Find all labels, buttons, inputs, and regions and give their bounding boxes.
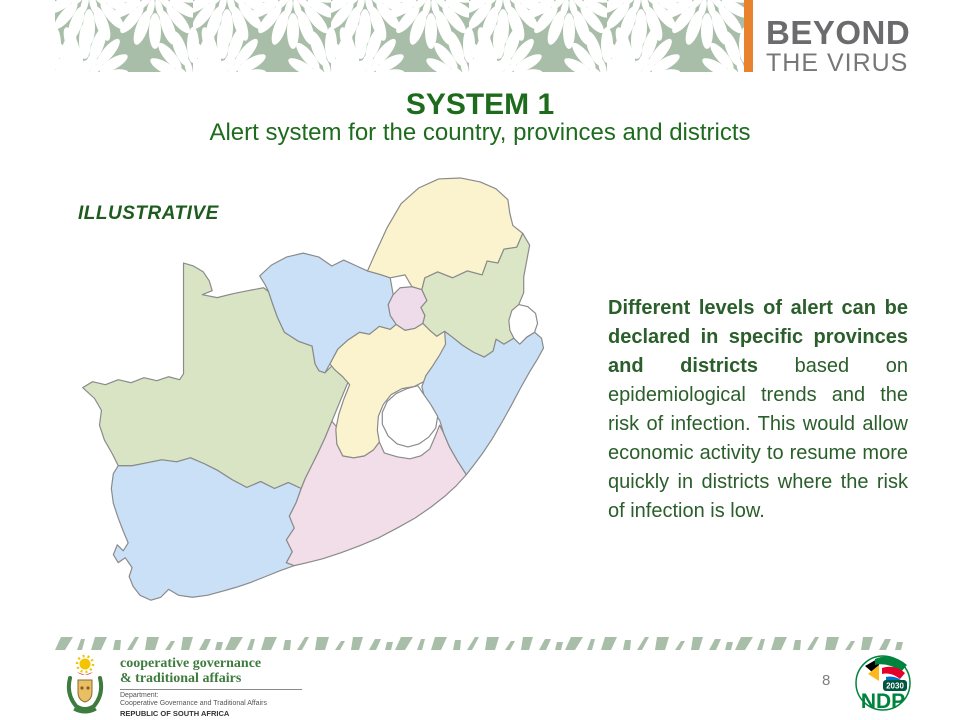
illustrative-label: ILLUSTRATIVE	[78, 203, 219, 224]
body-paragraph-bold: Different levels of alert can be declared in specific provinces and districts	[608, 297, 908, 377]
decorative-dash-strip	[55, 637, 905, 650]
beyond-the-virus-logo	[766, 16, 946, 76]
ndp-2030-logo	[852, 650, 914, 714]
body-paragraph	[608, 294, 908, 526]
brand-line1: BEYOND	[766, 14, 911, 51]
south-africa-provinces-map	[70, 176, 570, 621]
body-paragraph-regular: based on epidemiological trends and the risk of infection. This would allow economic activity to resume more quickly in districts where the risk of infection is low.	[608, 355, 908, 522]
decorative-leaf-pattern-banner	[55, 0, 745, 72]
page-number: 8	[822, 672, 831, 689]
slide-title: SYSTEM 1	[405, 88, 555, 121]
cogta-dept-label: Department:	[120, 692, 159, 699]
slide-subtitle: Alert system for the country, provinces and districts	[209, 119, 751, 146]
cogta-dept-name: Cooperative Governance and Traditional Affairs	[120, 700, 267, 707]
cogta-divider	[120, 689, 302, 690]
sa-coat-of-arms-icon	[58, 654, 112, 714]
ndp-year-label: 2030	[886, 681, 904, 691]
brand-line2: THE VIRUS	[766, 49, 909, 77]
cogta-logo-block	[58, 654, 302, 718]
cogta-country: REPUBLIC OF SOUTH AFRICA	[120, 709, 230, 718]
cogta-title-line2: & traditional affairs	[120, 671, 242, 686]
orange-accent-bar	[744, 0, 753, 72]
cogta-title-line1: cooperative governance	[120, 656, 262, 671]
ndp-abbr-label: NDP	[860, 690, 906, 713]
